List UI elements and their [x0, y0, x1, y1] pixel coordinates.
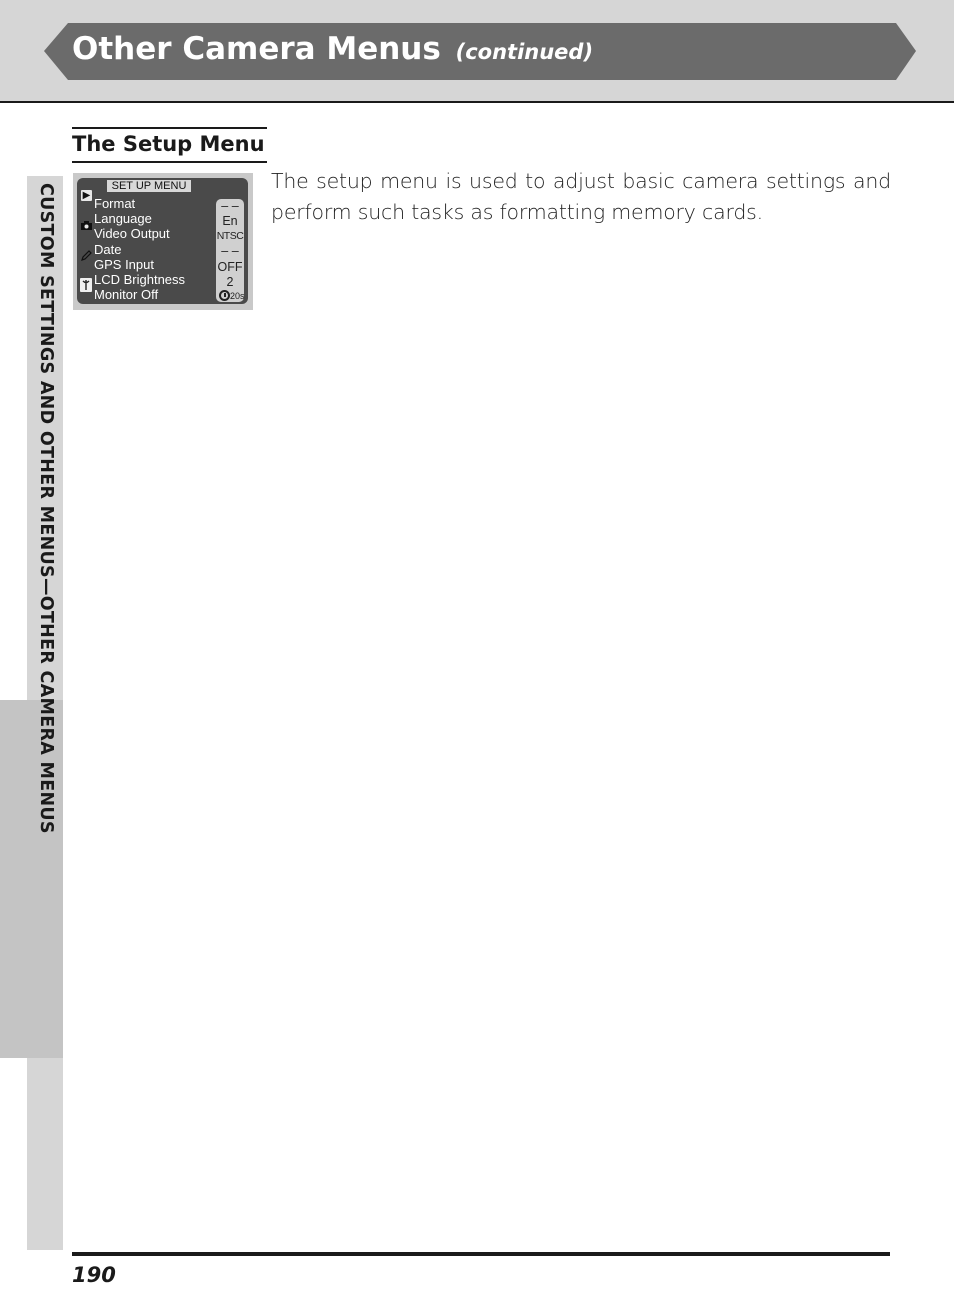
value-language: En — [222, 214, 238, 228]
menu-item-date: Date — [94, 241, 122, 257]
camera-menu-items — [94, 196, 185, 302]
header-band — [0, 0, 954, 103]
page-number: 190 — [72, 1263, 116, 1287]
footer-rule — [72, 1252, 890, 1256]
value-video-output: NTSC — [216, 230, 244, 242]
menu-item-lcd-brightness: LCD Brightness — [94, 271, 186, 287]
page-title — [72, 28, 593, 73]
section-heading: The Setup Menu — [72, 127, 267, 163]
side-tab-label-text: CUSTOM SETTINGS AND OTHER MENUS—OTHER CAMERA MENUS — [36, 183, 56, 834]
value-date: – – — [221, 244, 239, 258]
wrench-icon — [80, 278, 92, 292]
menu-item-video-output: Video Output — [94, 226, 170, 242]
value-format: – – — [221, 199, 239, 213]
play-icon: ▶ — [82, 190, 91, 201]
menu-item-gps-input: GPS Input — [94, 256, 154, 272]
camera-menu-title: SET UP MENU — [107, 180, 191, 192]
section-body-text: The setup menu is used to adjust basic camera settings and perform such tasks as formatting memory cards. — [271, 169, 891, 224]
camera-lcd — [77, 178, 248, 304]
side-tab-label — [31, 183, 59, 963]
menu-item-format: Format — [94, 196, 136, 211]
menu-item-monitor-off: Monitor Off — [94, 287, 159, 303]
menu-item-language: Language — [94, 211, 152, 227]
page-title-suffix: (continued) — [455, 40, 594, 64]
value-monitor-off: 20s — [230, 291, 245, 301]
camera-menu-values — [216, 199, 244, 302]
camera-icon — [81, 220, 92, 231]
value-gps-input: OFF — [217, 260, 243, 274]
page-title-text: Other Camera Menus — [72, 31, 441, 67]
value-lcd-brightness: 2 — [226, 275, 234, 289]
camera-screen-image — [73, 173, 253, 310]
pencil-icon — [81, 250, 92, 261]
timer-icon — [219, 290, 230, 301]
